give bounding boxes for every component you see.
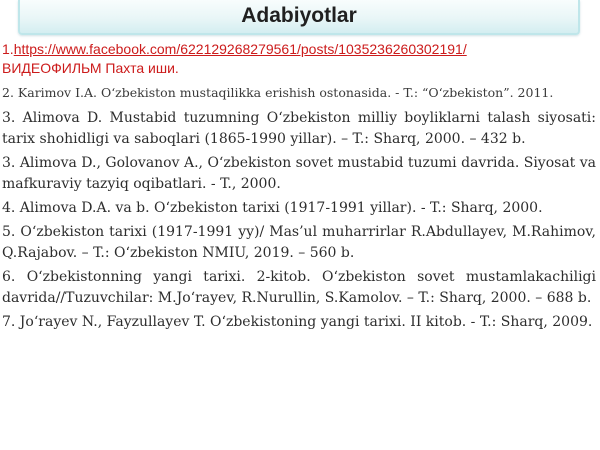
references-list — [2, 40, 596, 336]
reference-link-caption: ВИДЕОФИЛЬМ Пахта иши. — [2, 60, 179, 76]
reference-item-5: 4. Alimova D.A. va b. O‘zbekiston tarixi (1917-1991 yillar). - T.: Sharq, 2000. — [2, 200, 543, 216]
reference-item-3: 3. Alimova D. Mustabid tuzumning O‘zbekiston milliy boyliklarni talash siyosati: tarix shohidligi va saboqlari (1865-1990 yillar). – T.: Sharq, 2000. – 432 b. — [2, 110, 596, 147]
reference-item-7: 6. O‘zbekistonning yangi tarixi. 2-kitob. O‘zbekiston sovet mustamlakachiligi davrida//Tuzuvchilar: M.Jo‘rayev, R.Nurullin, S.Kamolov. – T.: Sharq, 2000. – 688 b. — [2, 269, 596, 306]
reference-item-8: 7. Jo‘rayev N., Fayzullayev T. O‘zbekistoning yangi tarixi. II kitob. - T.: Sharq, 2009. — [2, 314, 593, 330]
reference-item-2: 2. Karimov I.A. O‘zbekiston mustaqilikka erishish ostonasida. - T.: “O‘zbekiston”. 2011. — [2, 85, 554, 100]
reference-item-1 — [2, 40, 596, 78]
reference-item-6: 5. O‘zbekiston tarixi (1917-1991 yy)/ Mas’ul muharrirlar R.Abdullayev, M.Rahimov, Q.Rajabov. – T.: O‘zbekiston NMIU, 2019. – 560 b. — [2, 224, 596, 261]
slide-title: Adabiyotlar — [241, 4, 357, 27]
title-bar — [18, 0, 580, 35]
facebook-link[interactable]: https://www.facebook.com/622129268279561/posts/1035236260302191/ — [13, 41, 467, 57]
reference-item-4: 3. Alimova D., Golovanov A., O‘zbekiston sovet mustabid tuzumi davrida. Siyosat va mafkuraviy tazyiq oqibatlari. - T., 2000. — [2, 155, 596, 192]
reference-number: 1. — [2, 41, 14, 57]
